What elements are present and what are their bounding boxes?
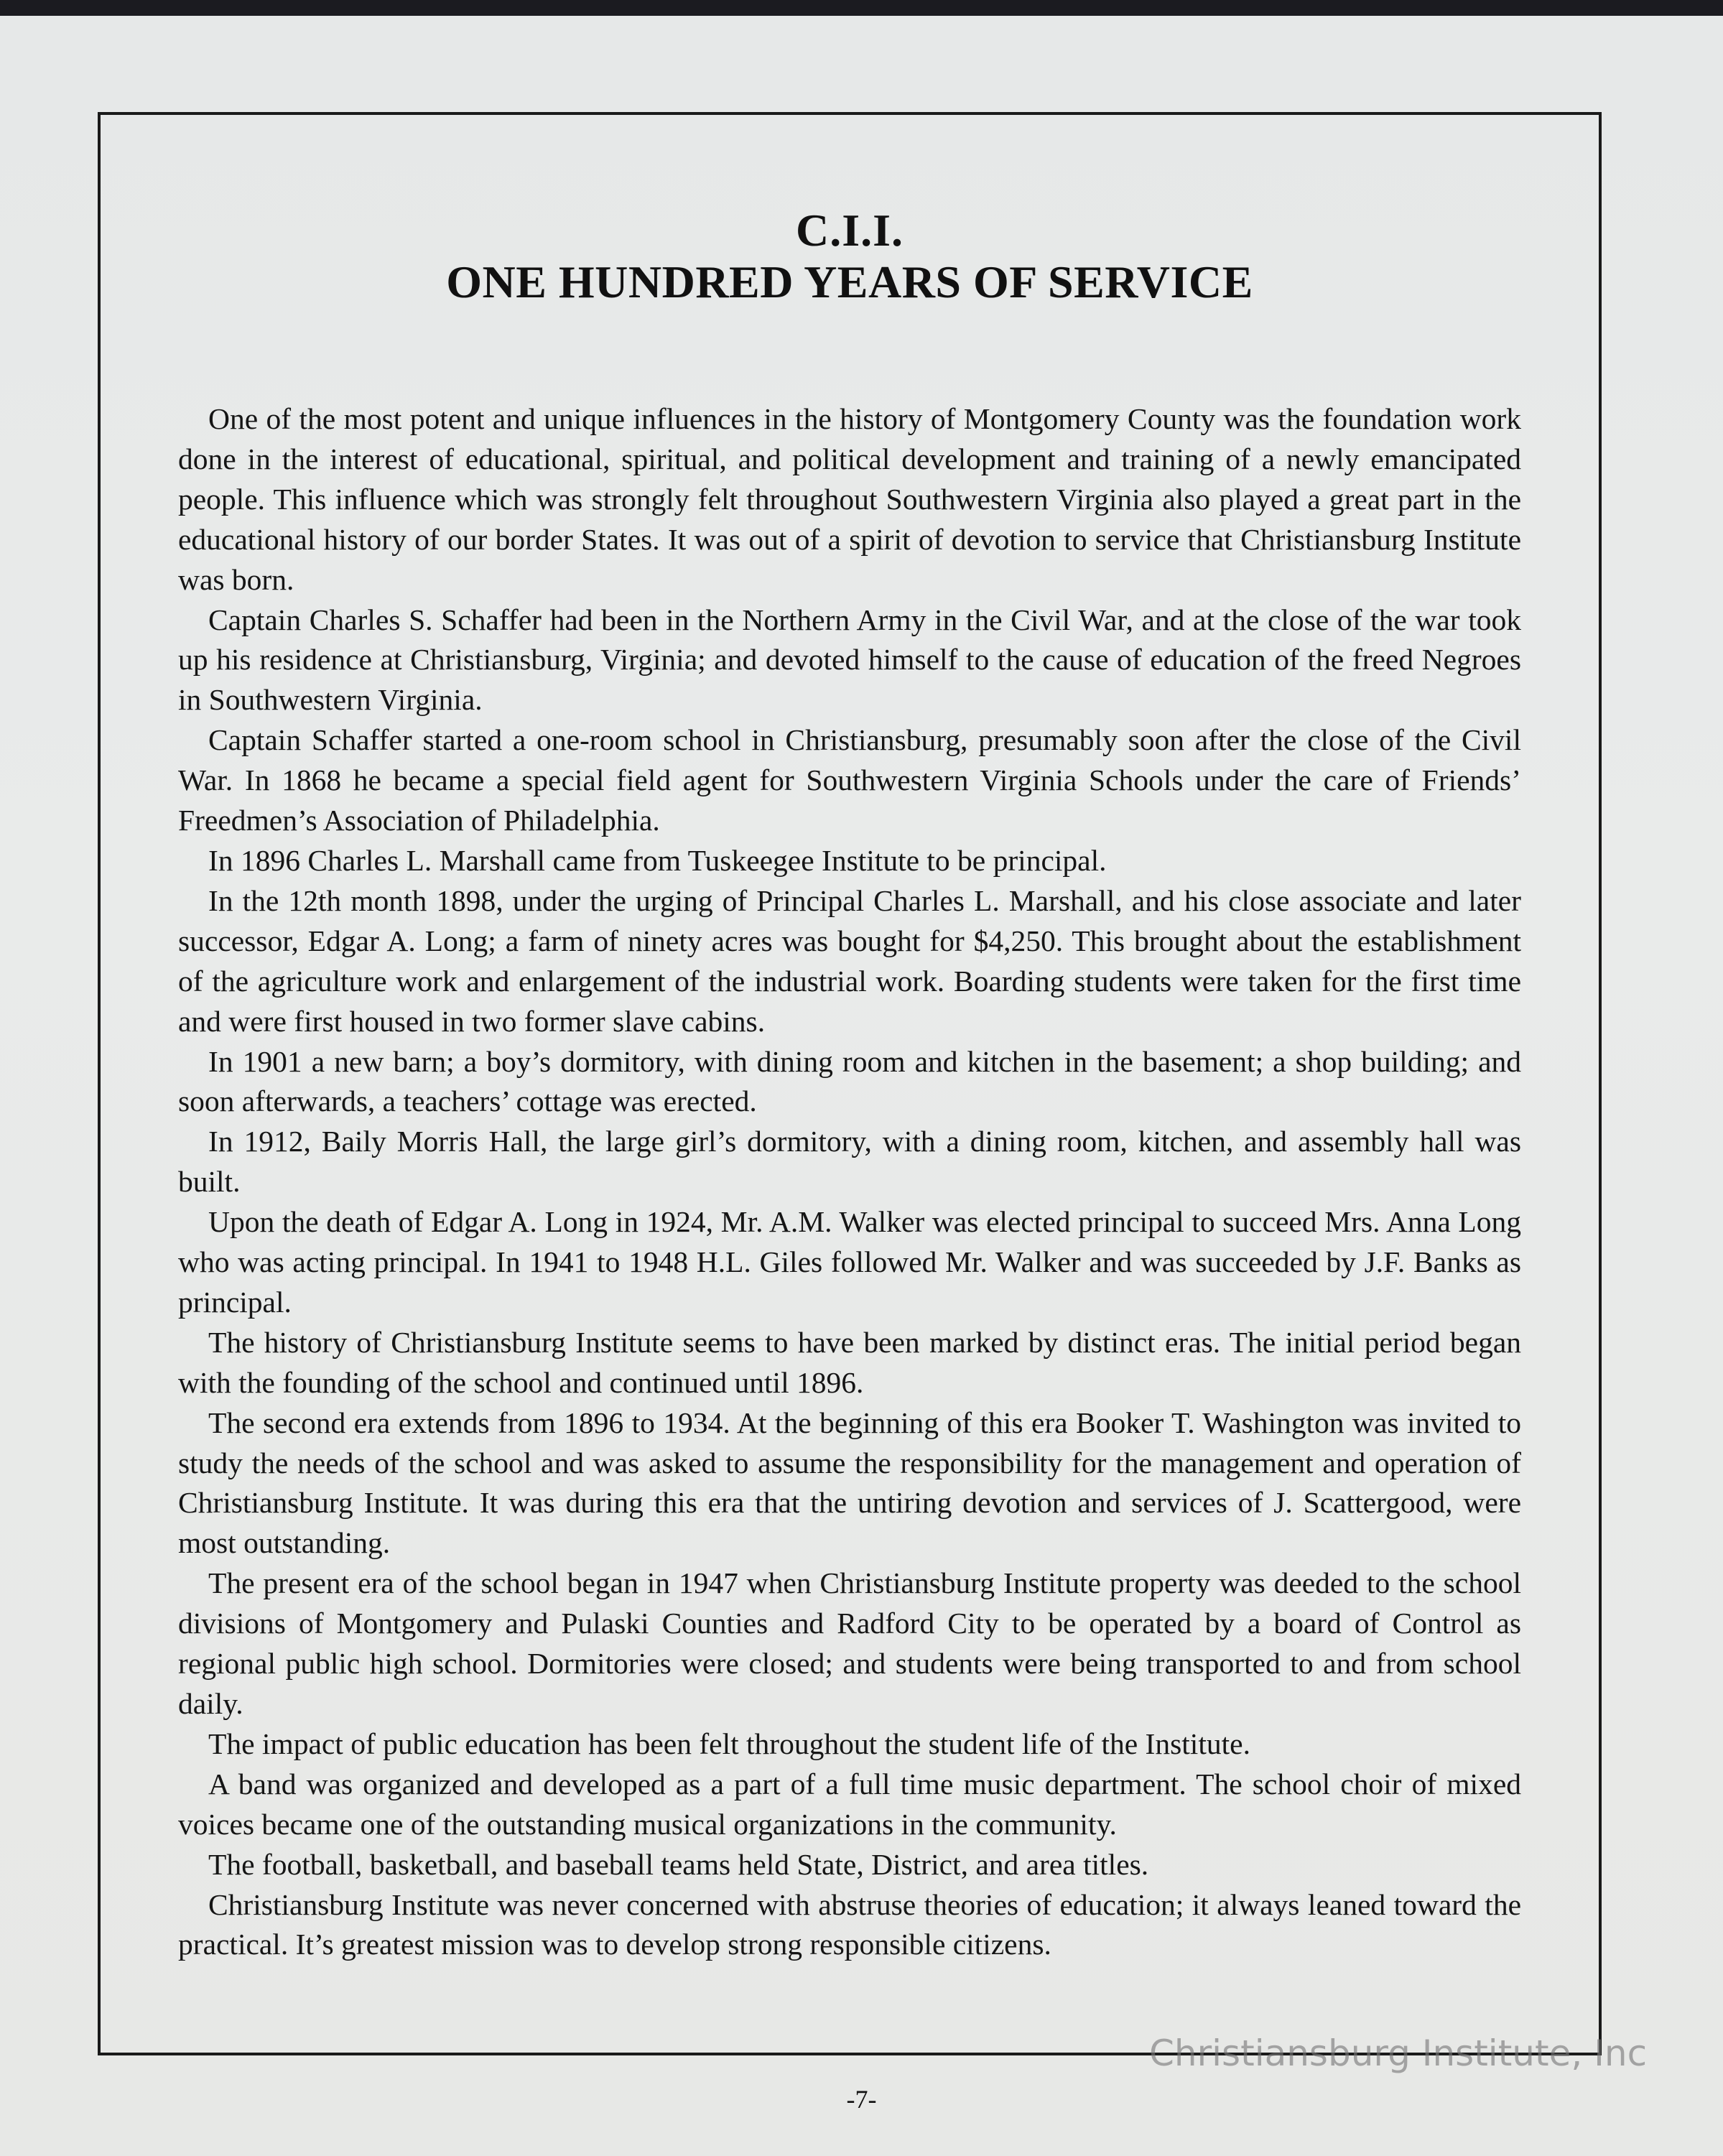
paragraph: Upon the death of Edgar A. Long in 1924, Mr. A.M. Walker was elected principal to succeed Mrs. Anna Long who was acting principal. In 1941 to 1948 H.L. Giles followed Mr. Walker and was succeeded by J.F. Banks as principal. [178,1205,1521,1319]
paragraph: The impact of public education has been felt throughout the student life of the Institute. [208,1727,1250,1760]
page-border-frame [98,112,1602,2055]
document-page [0,16,1723,2156]
paragraph: The second era extends from 1896 to 1934. At the beginning of this era Booker T. Washington was invited to study the needs of the school and was asked to assume the responsibility for the management and operation of Christiansburg Institute. It was during this era that the untiring devotion and services of J. Scattergood, were most outstanding. [178,1405,1521,1560]
document-title-line-1: C.I.I. [795,205,904,256]
paragraph: In 1912, Baily Morris Hall, the large girl’s dormitory, with a dining room, kitchen, and assembly hall was built. [178,1125,1521,1199]
article-body [178,399,1521,1965]
paragraph: The football, basketball, and baseball teams held State, District, and area titles. [208,1847,1149,1881]
paragraph: A band was organized and developed as a part of a full time music department. The school choir of mixed voices became one of the outstanding musical organizations in the community. [178,1767,1521,1841]
paragraph: Christiansburg Institute was never concerned with abstruse theories of education; it always leaned toward the practical. It’s greatest mission was to develop strong responsible citizens. [178,1887,1521,1961]
paragraph: In 1901 a new barn; a boy’s dormitory, with dining room and kitchen in the basement; a shop building; and soon afterwards, a teachers’ cottage was erected. [178,1044,1521,1118]
paragraph: Captain Schaffer started a one-room school in Christiansburg, presumably soon after the close of the Civil War. In 1868 he became a special field agent for Southwestern Virginia Schools under the care of Friends’ Freedmen’s Association of Philadelphia. [178,723,1521,837]
document-title-line-2: ONE HUNDRED YEARS OF SERVICE [446,256,1253,307]
paragraph: One of the most potent and unique influences in the history of Montgomery County was the foundation work done in the interest of educational, spiritual, and political development and training of a newly emancipated people. This influence which was strongly felt throughout Southwestern Virginia also played a great part in the educational history of our border States. It was out of a spirit of devotion to service that Christiansburg Institute was born. [178,402,1521,596]
paragraph: In the 12th month 1898, under the urging of Principal Charles L. Marshall, and his close associate and later successor, Edgar A. Long; a farm of ninety acres was bought for $4,250. This brought about the establishment of the agriculture work and enlargement of the industrial work. Boarding students were taken for the first time and were first housed in two former slave cabins. [178,883,1521,1038]
page-number: -7- [846,2085,877,2114]
paragraph: The present era of the school began in 1947 when Christiansburg Institute property was deeded to the school divisions of Montgomery and Pulaski Counties and Radford City to be operated by a board of Control as regional public high school. Dormitories were closed; and students were being transported to and from school daily. [178,1566,1521,1720]
watermark-text: Christiansburg Institute, Inc [1149,2032,1648,2074]
paragraph: In 1896 Charles L. Marshall came from Tuskeegee Institute to be principal. [208,843,1107,877]
paragraph: Captain Charles S. Schaffer had been in the Northern Army in the Civil War, and at the close of the war took up his residence at Christiansburg, Virginia; and devoted himself to the cause of education of the freed Negroes in Southwestern Virginia. [178,603,1521,717]
paragraph: The history of Christiansburg Institute seems to have been marked by distinct eras. The initial period began with the founding of the school and continued until 1896. [178,1325,1521,1399]
